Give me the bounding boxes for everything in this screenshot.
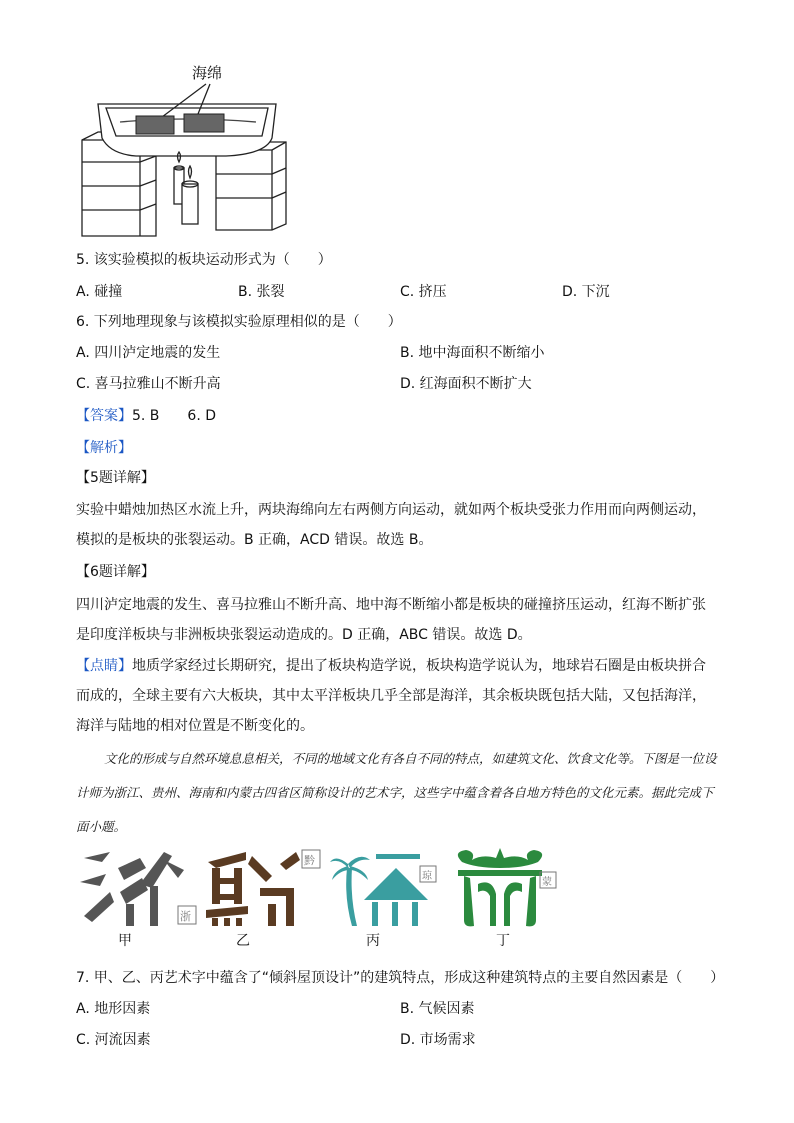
sponge-label: 海绵	[192, 64, 223, 82]
q7-option-c: C. 河流因素	[76, 1032, 151, 1048]
art-label-yi: 乙	[236, 933, 250, 949]
q6-option-b: B. 地中海面积不断缩小	[400, 345, 545, 361]
art-char-ding	[452, 848, 562, 928]
q5-option-b: B. 张裂	[238, 284, 285, 300]
q6-option-d: D. 红海面积不断扩大	[400, 376, 532, 392]
answer-text: 5. B 6. D	[132, 408, 216, 424]
q7-stem: 7. 甲、乙、丙艺术字中蕴含了“倾斜屋顶设计”的建筑特点，形成这种建筑特点的主要自然因素是（ ）	[76, 970, 725, 986]
detail6-text: 四川泸定地震的发生、喜马拉雅山不断升高、地中海不断缩小都是板块的碰撞挤压运动，红海不断扩张是印度洋板块与非洲板块张裂运动造成的。D 正确，ABC 错误。故选 D。	[76, 597, 706, 643]
q6-stem: 6. 下列地理现象与该模拟实验原理相似的是（ ）	[76, 314, 402, 330]
answer-tag: 【答案】	[76, 408, 132, 424]
note-text: 地质学家经过长期研究，提出了板块构造学说，板块构造学说认为，地球岩石圈是由板块拼合而成的，全球主要有六大板块，其中太平洋板块几乎全部是海洋，其余板块既包括大陆，又包括海洋，海洋与陆地的相对位置是不断变化的。	[76, 658, 706, 734]
analysis-tag: 【解析】	[76, 440, 132, 456]
art-label-bing: 丙	[366, 933, 380, 949]
q5-option-a: A. 碰撞	[76, 284, 123, 300]
q5-option-c: C. 挤压	[400, 284, 447, 300]
q7-option-a: A. 地形因素	[76, 1001, 151, 1017]
q7-option-d: D. 市场需求	[400, 1032, 476, 1048]
experiment-figure	[76, 58, 306, 238]
art-label-ding: 丁	[496, 933, 510, 949]
seal-ding: 蒙	[542, 877, 552, 888]
art-char-bing	[330, 848, 450, 928]
art-label-jia: 甲	[118, 933, 132, 949]
answer-line	[76, 406, 216, 426]
detail5-text: 实验中蜡烛加热区水流上升，两块海绵向左右两侧方向运动，就如两个板块受张力作用而向两侧运动，模拟的是板块的张裂运动。B 正确，ACD 错误。故选 B。	[76, 502, 706, 548]
art-char-yi	[206, 848, 326, 928]
q7-option-b: B. 气候因素	[400, 1001, 475, 1017]
intro-paragraph: 文化的形成与自然环境息息相关，不同的地域文化有各自不同的特点，如建筑文化、饮食文化等。下图是一位设计师为浙江、贵州、海南和内蒙古四省区简称设计的艺术字，这些字中蕴含着各自地方特色的文化元素。据此完成下面小题。	[76, 751, 717, 834]
q5-option-d: D. 下沉	[562, 284, 610, 300]
q5-stem: 5. 该实验模拟的板块运动形式为（ ）	[76, 252, 332, 268]
seal-yi: 黔	[304, 855, 315, 867]
art-char-jia	[80, 848, 200, 928]
detail5-tag: 【5题详解】	[76, 470, 155, 486]
note-paragraph	[76, 651, 716, 741]
q6-option-c: C. 喜马拉雅山不断升高	[76, 376, 221, 392]
note-tag: 【点睛】	[76, 658, 132, 674]
seal-bing: 琼	[422, 871, 432, 882]
q6-option-a: A. 四川泸定地震的发生	[76, 345, 221, 361]
detail6-tag: 【6题详解】	[76, 564, 155, 580]
seal-jia: 浙	[180, 911, 191, 923]
